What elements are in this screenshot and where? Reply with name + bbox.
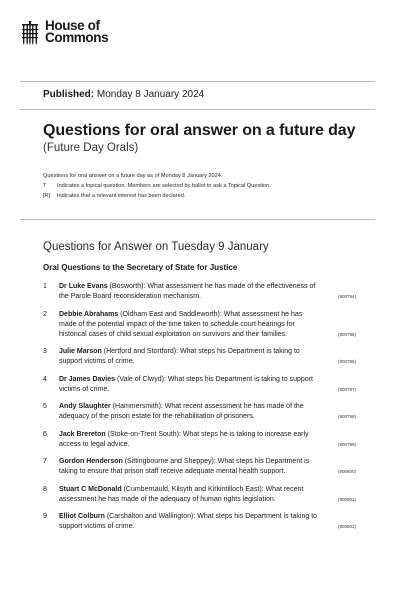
published-line: [43, 89, 204, 100]
member-name: Elliot Colburn: [59, 513, 105, 520]
question-number: 3: [43, 348, 47, 355]
member-name: Andy Slaughter: [59, 403, 111, 410]
question-list: [43, 282, 356, 540]
question-ref: (900798): [337, 414, 356, 419]
key-interest: [43, 191, 271, 201]
question-item: [43, 347, 356, 367]
question-text: (Cumbernauld, Kilsyth and Kirkintilloch East): What recent assessment he has made of the adequacy of human rights legislation.: [59, 485, 304, 503]
question-ref: (900796): [337, 359, 356, 364]
question-item: [43, 512, 356, 532]
question-ref: (900800): [337, 469, 356, 474]
question-text: (Hertford and Stortford): What steps his Department is taking to support victims of crime.: [59, 348, 300, 365]
member-name: Julie Marson: [59, 348, 102, 355]
department-heading: Oral Questions to the Secretary of State for Justice: [43, 263, 238, 272]
house-of-commons-logo: [20, 20, 108, 45]
key-text: Indicates a topical question. Members are selected by ballot to ask a Topical Question.: [57, 183, 271, 190]
member-name: Dr James Davies: [59, 375, 116, 383]
question-number: 2: [43, 310, 47, 318]
question-ref: (900801): [337, 496, 356, 502]
question-ref: (900794): [337, 294, 356, 299]
question-text: (Stoke-on-Trent South): What steps he is taking to increase early access to legal advice.: [59, 430, 309, 448]
question-text: (Carshalton and Wallington): What steps his Department is taking to support victims of crime.: [59, 513, 318, 530]
question-text: (Vale of Clwyd): What steps his Department is taking to support victims of crime.: [59, 375, 313, 393]
page-title: Questions for oral answer on a future day: [43, 122, 356, 139]
question-body: [59, 310, 356, 340]
member-name: Stuart C McDonald: [59, 485, 122, 493]
question-item: [43, 282, 356, 302]
question-number: 7: [43, 458, 47, 465]
logo-wordmark: [45, 20, 108, 44]
key-mark: T: [43, 183, 47, 190]
question-item: [43, 430, 356, 450]
question-number: 4: [43, 375, 47, 383]
section-heading: Questions for Answer on Tuesday 9 January: [43, 241, 269, 253]
key-text: Indicates that a relevant interest has been declared.: [57, 193, 186, 200]
page-subtitle: (Future Day Orals): [43, 142, 139, 154]
question-item: [43, 375, 356, 395]
portcullis-icon: [20, 21, 40, 45]
question-body: [59, 485, 356, 505]
question-number: 8: [43, 485, 47, 493]
question-body: [59, 457, 356, 477]
key-topical: [43, 181, 271, 191]
question-body: [59, 512, 356, 532]
question-ref: (900799): [337, 441, 356, 447]
intro-block: [43, 171, 271, 202]
question-item: [43, 485, 356, 505]
question-body: [59, 402, 356, 422]
question-body: [59, 430, 356, 450]
question-ref: (900797): [337, 386, 356, 392]
member-name: Dr Luke Evans: [59, 283, 108, 290]
question-number: 5: [43, 403, 47, 410]
question-body: [59, 375, 356, 395]
question-item: [43, 310, 356, 340]
published-date: Monday 8 January 2024: [96, 89, 205, 100]
question-item: [43, 457, 356, 477]
member-name: Gordon Henderson: [59, 458, 123, 465]
published-label: Published:: [43, 89, 95, 100]
question-number: 1: [43, 283, 47, 290]
question-text: (Hammersmith): What recent assessment he has made of the adequacy of the prison estate for the rehabilitation of prisoners.: [59, 403, 304, 420]
key-mark: [R]: [43, 193, 51, 200]
question-text: (Sittingbourne and Sheppey): What steps his Department is taking to ensure that prison staff receive adequate mental health support.: [59, 458, 310, 475]
question-text: (Oldham East and Saddleworth): What assessment he has made of the potential impact of the time taken to schedule court hearings for historical cases of child sexual exploitation on survivors and their families.: [59, 310, 303, 338]
question-item: [43, 402, 356, 422]
question-ref: (900802): [337, 524, 356, 529]
logo-line-1: House of: [45, 18, 100, 33]
member-name: Jack Brereton: [59, 430, 106, 438]
divider-intro: [20, 219, 375, 220]
question-number: 6: [43, 430, 47, 438]
logo-line-2: Commons: [45, 30, 109, 45]
question-body: [59, 282, 356, 302]
intro-line: Questions for oral answer on a future day as of Monday 8 January 2024.: [43, 173, 223, 179]
divider-published: [20, 109, 375, 110]
question-ref: (900795): [337, 331, 356, 337]
member-name: Debbie Abrahams: [59, 310, 119, 318]
question-number: 9: [43, 513, 47, 520]
question-text: (Bosworth): What assessment he has made of the effectiveness of the Parole Board reconsideration mechanism.: [59, 283, 316, 300]
question-body: [59, 347, 356, 367]
divider-top: [20, 81, 375, 82]
